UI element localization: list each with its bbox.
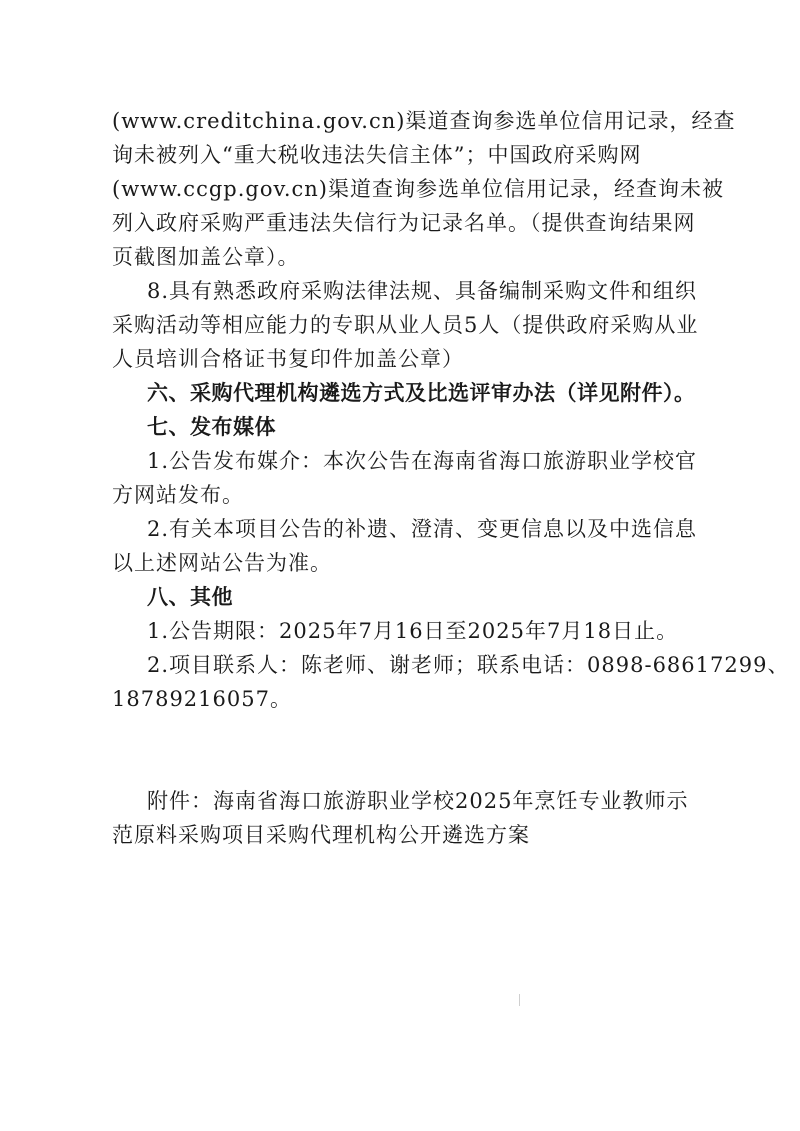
body-line: 2.有关本项目公告的补遗、澄清、变更信息以及中选信息: [147, 517, 698, 541]
scan-mark: [519, 994, 520, 1006]
body-line: 询未被列入“重大税收违法失信主体”；中国政府采购网: [112, 143, 642, 167]
body-line: 8.具有熟悉政府采购法律法规、具备编制采购文件和组织: [147, 279, 698, 303]
body-line: 方网站发布。: [112, 483, 244, 507]
body-line: 2.项目联系人：陈老师、谢老师；联系电话：0898-68617299、: [147, 653, 790, 677]
body-line: 列入政府采购严重违法失信行为记录名单。（提供查询结果网: [112, 211, 696, 235]
body-line: 页截图加盖公章）。: [112, 245, 300, 269]
section-heading: 七、发布媒体: [147, 415, 276, 439]
body-line: 采购活动等相应能力的专职从业人员5人（提供政府采购从业: [112, 313, 699, 337]
body-line: (www.ccgp.gov.cn)渠道查询参选单位信用记录，经查询未被: [112, 177, 724, 201]
body-line: 人员培训合格证书复印件加盖公章）: [112, 347, 464, 371]
body-line: (www.creditchina.gov.cn)渠道查询参选单位信用记录，经查: [112, 109, 736, 133]
attachment-line: 附件：海南省海口旅游职业学校2025年烹饪专业教师示: [147, 789, 689, 813]
attachment-line: 范原料采购项目采购代理机构公开遴选方案: [112, 823, 530, 847]
section-heading: 八、其他: [147, 585, 233, 609]
body-line: 1.公告发布媒介：本次公告在海南省海口旅游职业学校官: [147, 449, 698, 473]
body-line: 1.公告期限：2025年7月16日至2025年7月18日止。: [147, 619, 679, 643]
body-line: 以上述网站公告为准。: [112, 551, 332, 575]
body-line: 18789216057。: [112, 687, 292, 711]
section-heading: 六、采购代理机构遴选方式及比选评审办法（详见附件）。: [147, 381, 696, 405]
